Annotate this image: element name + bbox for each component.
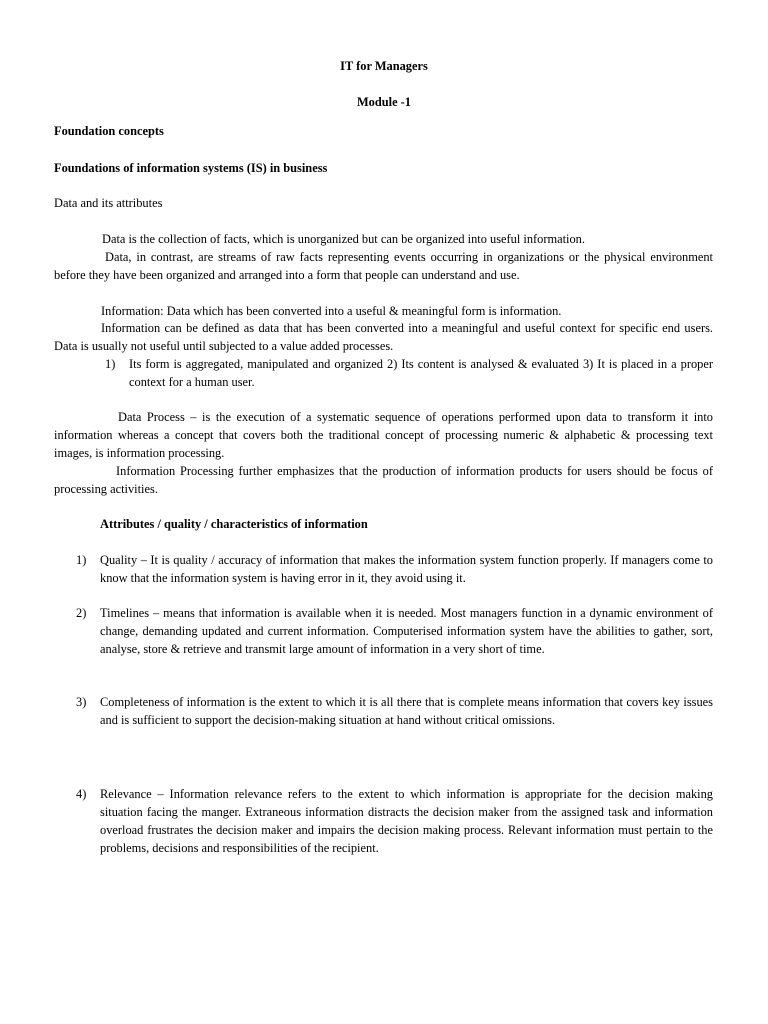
heading-foundation-concepts: Foundation concepts <box>54 124 164 138</box>
list-number: 1) <box>105 357 116 371</box>
list-number: 1) <box>76 553 87 567</box>
list-number: 3) <box>76 695 87 709</box>
paragraph-information-definition: Information: Data which has been converted into a useful & meaningful form is information. <box>101 304 562 318</box>
paragraph-information-processing: Information Processing further emphasizes that the production of information products for users should be focus of processing activities. <box>54 464 713 496</box>
list-text: Timelines – means that information is available when it is needed. Most managers function in a dynamic environment of change, demanding updated and current information. Computerised information system have the abilities to gather, sort, analyse, store & retrieve and transmit large amount of information in a very short of time. <box>100 606 713 656</box>
attribute-item-3 <box>54 693 713 729</box>
paragraph-data-contrast: Data, in contrast, are streams of raw facts representing events occurring in organizations or the physical environment before they have been organized and arranged into a form that people can understand and use. <box>54 250 713 282</box>
heading-attributes: Attributes / quality / characteristics of information <box>100 517 368 531</box>
document-title: IT for Managers <box>340 59 428 73</box>
heading-foundations-is: Foundations of information systems (IS) in business <box>54 161 328 175</box>
module-heading: Module -1 <box>356 95 412 109</box>
subheading-data-attributes: Data and its attributes <box>54 196 163 210</box>
list-text: Its form is aggregated, manipulated and organized 2) Its content is analysed & evaluated 3) It is placed in a proper context for a human user. <box>129 357 713 389</box>
list-text: Quality – It is quality / accuracy of information that makes the information system function properly. If managers come to know that the information system is having error in it, they avoid using it. <box>100 553 713 585</box>
information-properties-list <box>105 355 713 391</box>
paragraph-information-context: Information can be defined as data that has been converted into a meaningful and useful context for specific end users. Data is usually not useful until subjected to a value added processes. <box>54 321 713 353</box>
paragraph-data-collection: Data is the collection of facts, which is unorganized but can be organized into useful information. <box>102 232 585 246</box>
attribute-item-2 <box>54 604 713 658</box>
paragraph-data-process: Data Process – is the execution of a systematic sequence of operations performed upon data to transform it into information whereas a concept that covers both the traditional concept of processing numeric & alphabetic & processing text images, is information processing. <box>54 410 713 460</box>
list-text: Completeness of information is the extent to which it is all there that is complete means information that covers key issues and is sufficient to support the decision-making situation at hand without critical omissions. <box>100 695 713 727</box>
attribute-item-1 <box>54 551 713 587</box>
list-number: 4) <box>76 787 87 801</box>
list-text: Relevance – Information relevance refers to the extent to which information is appropriate for the decision making situation facing the manger. Extraneous information distracts the decision maker from the assigned task and information overload frustrates the decision maker and impairs the decision making process. Relevant information must pertain to the problems, decisions and responsibilities of the recipient. <box>100 787 713 855</box>
attribute-item-4 <box>54 785 713 857</box>
list-item <box>105 355 713 391</box>
list-number: 2) <box>76 606 87 620</box>
